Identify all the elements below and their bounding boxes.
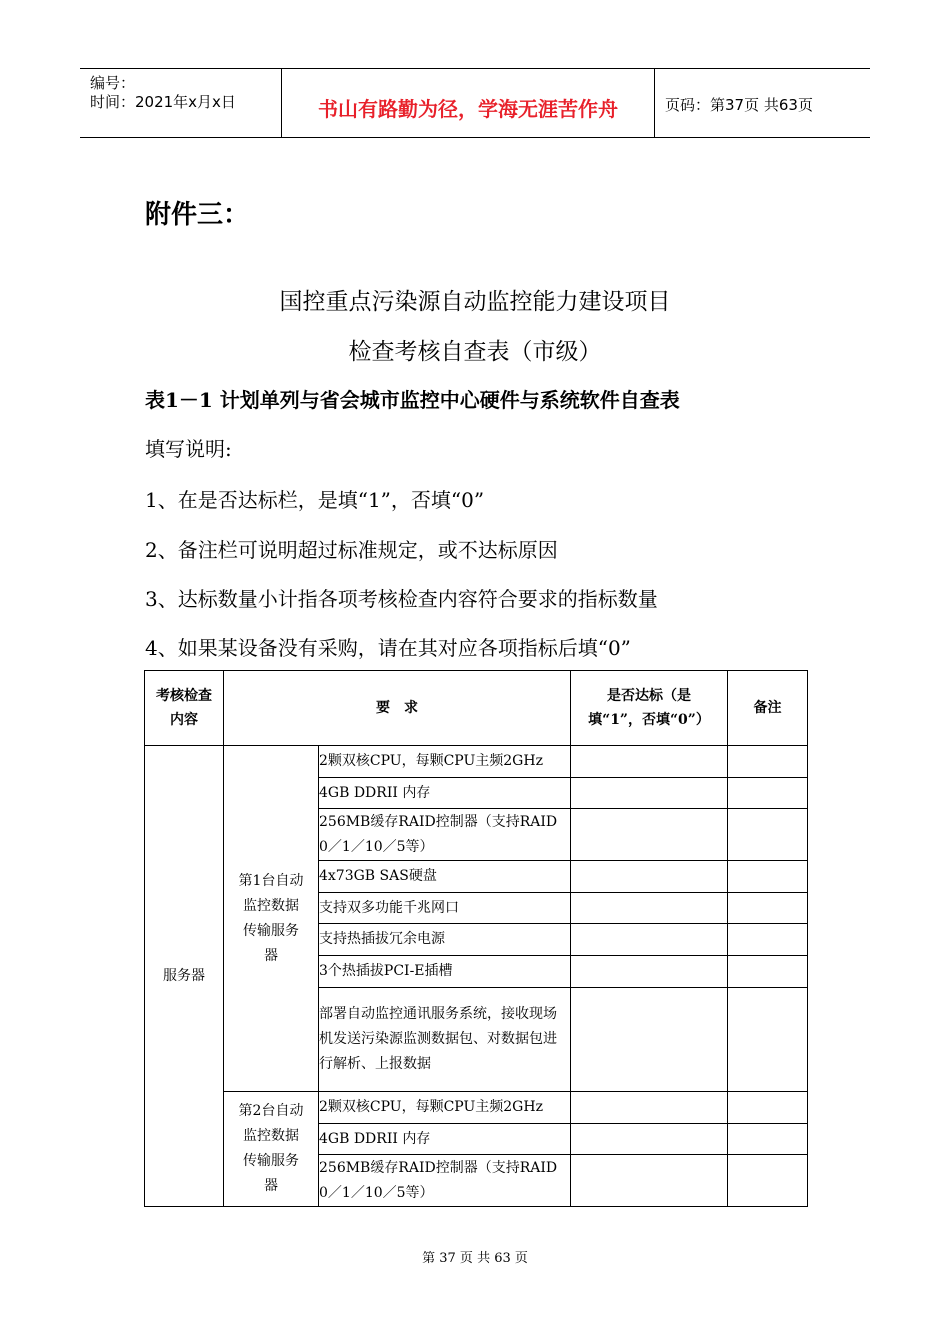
compliance-input-cell[interactable]: [571, 778, 728, 809]
instruction-item: 3、达标数量小计指各项考核检查内容符合要求的指标数量: [145, 587, 658, 611]
group-cell: 第2台自动监控数据传输服务器: [224, 1092, 319, 1207]
requirement-cell: 部署自动监控通讯服务系统，接收现场机发送污染源监测数据包、对数据包进行解析、上报数据: [319, 988, 571, 1092]
requirement-cell: 支持双多功能千兆网口: [319, 893, 571, 924]
table-title: 表1－1 计划单列与省会城市监控中心硬件与系统软件自查表: [145, 388, 680, 412]
remarks-input-cell[interactable]: [728, 956, 808, 988]
compliance-input-cell[interactable]: [571, 1092, 728, 1124]
document-number-label: 编号：: [90, 74, 136, 92]
requirement-cell: 支持热插拔冗余电源: [319, 924, 571, 956]
document-title-line2: 检查考核自查表（市级）: [348, 339, 602, 365]
instruction-item: 4、如果某设备没有采购，请在其对应各项指标后填“0”: [145, 636, 631, 660]
header-motto: 书山有路勤为径，学海无涯苦作舟: [318, 97, 618, 121]
self-check-table: [144, 670, 808, 1207]
remarks-input-cell[interactable]: [728, 924, 808, 956]
remarks-input-cell[interactable]: [728, 746, 808, 778]
remarks-input-cell[interactable]: [728, 861, 808, 893]
instruction-item: 2、备注栏可说明超过标准规定，或不达标原因: [145, 538, 558, 562]
requirement-cell: 2颗双核CPU，每颗CPU主频2GHz: [319, 1092, 571, 1124]
header-center-cell: [282, 69, 655, 137]
remarks-input-cell[interactable]: [728, 893, 808, 924]
remarks-input-cell[interactable]: [728, 778, 808, 809]
requirement-cell: 3个热插拔PCI-E插槽: [319, 956, 571, 988]
instruction-item: 1、在是否达标栏，是填“1”，否填“0”: [145, 488, 485, 512]
header-check-content: 考核检查内容: [145, 671, 224, 746]
compliance-input-cell[interactable]: [571, 746, 728, 778]
category-cell: 服务器: [145, 746, 224, 1207]
remarks-input-cell[interactable]: [728, 1124, 808, 1155]
requirement-cell: 4GB DDRII 内存: [319, 778, 571, 809]
header-remarks: 备注: [728, 671, 808, 746]
table-row: [145, 746, 808, 778]
header-compliance: 是否达标（是填“1”，否填“0”）: [571, 671, 728, 746]
document-date-label: 时间：2021年x月x日: [90, 93, 236, 111]
remarks-input-cell[interactable]: [728, 1155, 808, 1207]
compliance-input-cell[interactable]: [571, 988, 728, 1092]
compliance-input-cell[interactable]: [571, 1124, 728, 1155]
compliance-input-cell[interactable]: [571, 1155, 728, 1207]
remarks-input-cell[interactable]: [728, 988, 808, 1092]
remarks-input-cell[interactable]: [728, 1092, 808, 1124]
instructions-heading: 填写说明:: [145, 437, 232, 461]
requirement-cell: 4x73GB SAS硬盘: [319, 861, 571, 893]
page-header: [80, 68, 870, 138]
requirement-cell: 4GB DDRII 内存: [319, 1124, 571, 1155]
compliance-input-cell[interactable]: [571, 809, 728, 861]
header-requirement: 要 求: [224, 671, 571, 746]
group-cell: 第1台自动监控数据传输服务器: [224, 746, 319, 1092]
header-right-cell: [655, 69, 870, 137]
table-header-row: [145, 671, 808, 746]
page-footer: 第 37 页 共 63 页: [422, 1251, 528, 1266]
page-number-label: 页码：第37页 共63页: [665, 96, 813, 114]
compliance-input-cell[interactable]: [571, 893, 728, 924]
compliance-input-cell[interactable]: [571, 956, 728, 988]
compliance-input-cell[interactable]: [571, 861, 728, 893]
requirement-cell: 2颗双核CPU，每颗CPU主频2GHz: [319, 746, 571, 778]
requirement-cell: 256MB缓存RAID控制器（支持RAID 0／1／10／5等）: [319, 1155, 571, 1207]
header-left-cell: [80, 69, 282, 137]
table-row: [145, 1092, 808, 1124]
requirement-cell: 256MB缓存RAID控制器（支持RAID 0／1／10／5等）: [319, 809, 571, 861]
document-title-line1: 国控重点污染源自动监控能力建设项目: [279, 289, 671, 315]
compliance-input-cell[interactable]: [571, 924, 728, 956]
attachment-heading: 附件三：: [145, 200, 250, 230]
remarks-input-cell[interactable]: [728, 809, 808, 861]
